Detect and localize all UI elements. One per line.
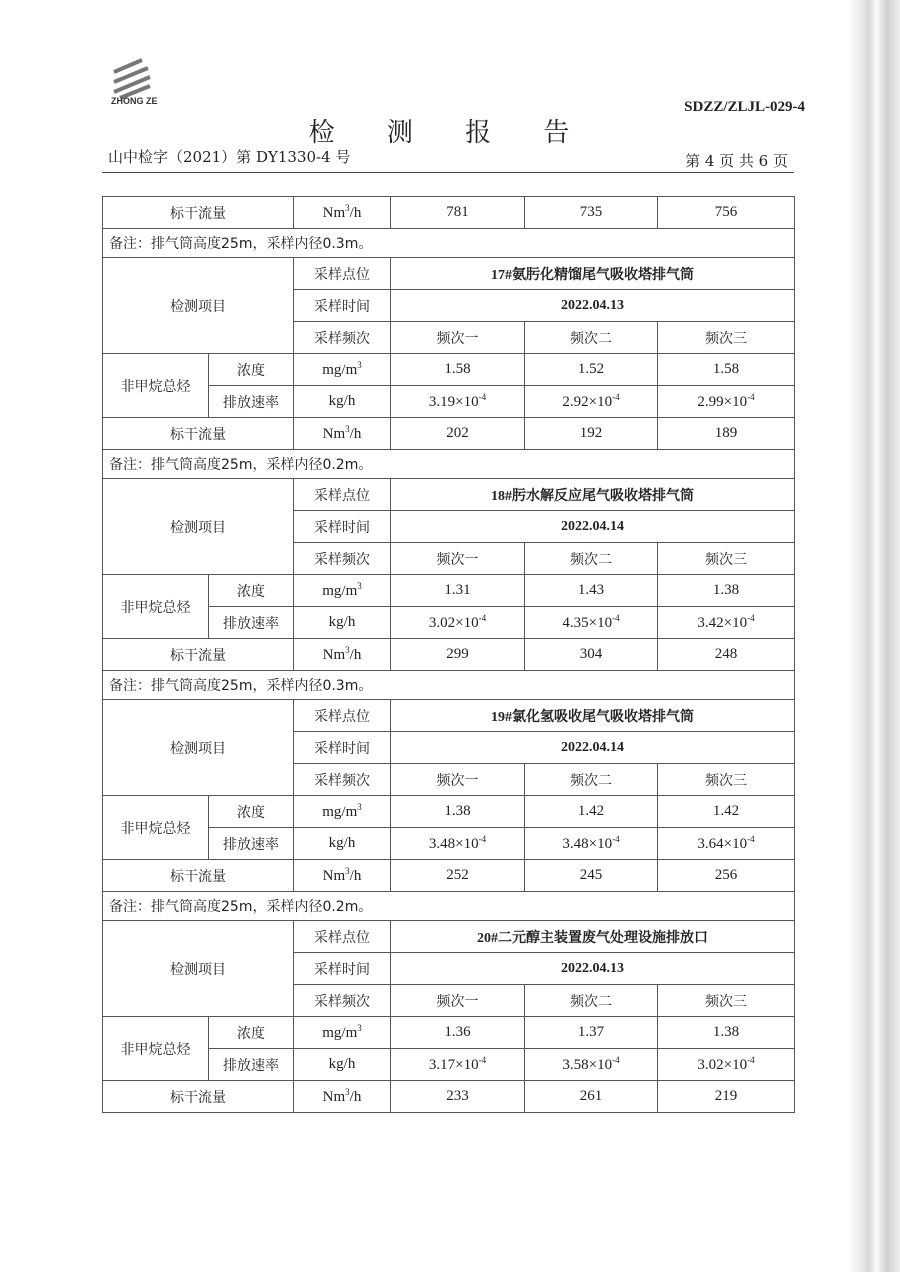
time-label: 采样时间 bbox=[294, 511, 391, 543]
rate-unit: kg/h bbox=[294, 386, 391, 418]
flow-value: 219 bbox=[658, 1081, 795, 1113]
freq-label: 采样频次 bbox=[294, 322, 391, 354]
rate-value: $3.02\times 10^{-4}$ bbox=[658, 1049, 795, 1081]
rate-value: $3.02\times 10^{-4}$ bbox=[391, 607, 525, 639]
freq-header: 频次一 bbox=[391, 322, 525, 354]
table-row bbox=[103, 258, 795, 290]
rate-value: $3.48\times 10^{-4}$ bbox=[391, 828, 525, 860]
table-row bbox=[103, 1081, 795, 1113]
rate-label: 排放速率 bbox=[209, 607, 294, 639]
item-label: 检测项目 bbox=[103, 258, 294, 354]
rate-value: $3.19\times 10^{-4}$ bbox=[391, 386, 525, 418]
freq-header: 频次三 bbox=[658, 322, 795, 354]
conc-value: 1.43 bbox=[525, 575, 658, 607]
table-row bbox=[103, 1017, 795, 1049]
freq-header: 频次三 bbox=[658, 985, 795, 1017]
freq-header: 频次二 bbox=[525, 985, 658, 1017]
site-label: 采样点位 bbox=[294, 921, 391, 953]
rate-label: 排放速率 bbox=[209, 1049, 294, 1081]
table-row bbox=[103, 197, 795, 229]
flow-value: 245 bbox=[525, 860, 658, 892]
table-row bbox=[103, 700, 795, 732]
logo-text: ZHONG ZE bbox=[111, 96, 158, 106]
freq-label: 采样频次 bbox=[294, 985, 391, 1017]
flow-label: 标干流量 bbox=[103, 197, 294, 229]
note: 备注：排气筒高度25m，采样内径0.2m。 bbox=[103, 892, 795, 921]
rate-value: $3.17\times 10^{-4}$ bbox=[391, 1049, 525, 1081]
flow-unit: Nm$^3$/h bbox=[294, 1081, 391, 1113]
report-number: 山中检字（2021）第 DY1330-4 号 bbox=[108, 148, 351, 166]
rate-value: $3.42\times 10^{-4}$ bbox=[658, 607, 795, 639]
rate-value: $2.92\times 10^{-4}$ bbox=[525, 386, 658, 418]
flow-label: 标干流量 bbox=[103, 639, 294, 671]
note: 备注：排气筒高度25m，采样内径0.3m。 bbox=[103, 229, 795, 258]
conc-value: 1.42 bbox=[525, 796, 658, 828]
conc-unit: $mg/m^3$ bbox=[294, 1017, 391, 1049]
conc-unit: $mg/m^3$ bbox=[294, 575, 391, 607]
rate-value: $3.58\times 10^{-4}$ bbox=[525, 1049, 658, 1081]
rate-value: $3.64\times 10^{-4}$ bbox=[658, 828, 795, 860]
conc-value: 1.58 bbox=[391, 354, 525, 386]
pollutant-label: 非甲烷总烃 bbox=[103, 1017, 209, 1081]
site-value: 18#肟水解反应尾气吸收塔排气筒 bbox=[391, 479, 795, 511]
time-label: 采样时间 bbox=[294, 732, 391, 764]
rate-unit: kg/h bbox=[294, 1049, 391, 1081]
flow-value: 248 bbox=[658, 639, 795, 671]
site-value: 19#氯化氢吸收尾气吸收塔排气筒 bbox=[391, 700, 795, 732]
flow-value: 304 bbox=[525, 639, 658, 671]
pollutant-label: 非甲烷总烃 bbox=[103, 354, 209, 418]
table-row bbox=[103, 575, 795, 607]
flow-value: 299 bbox=[391, 639, 525, 671]
freq-header: 频次二 bbox=[525, 764, 658, 796]
rate-unit: kg/h bbox=[294, 828, 391, 860]
rate-value: $4.35\times 10^{-4}$ bbox=[525, 607, 658, 639]
freq-header: 频次三 bbox=[658, 764, 795, 796]
freq-header: 频次一 bbox=[391, 543, 525, 575]
conc-value: 1.42 bbox=[658, 796, 795, 828]
rate-label: 排放速率 bbox=[209, 386, 294, 418]
table-row bbox=[103, 892, 795, 921]
table-row bbox=[103, 354, 795, 386]
item-label: 检测项目 bbox=[103, 479, 294, 575]
pollutant-label: 非甲烷总烃 bbox=[103, 575, 209, 639]
site-label: 采样点位 bbox=[294, 479, 391, 511]
flow-label: 标干流量 bbox=[103, 418, 294, 450]
flow-value: 256 bbox=[658, 860, 795, 892]
time-label: 采样时间 bbox=[294, 953, 391, 985]
note: 备注：排气筒高度25m，采样内径0.3m。 bbox=[103, 671, 795, 700]
flow-value: 252 bbox=[391, 860, 525, 892]
conc-value: 1.37 bbox=[525, 1017, 658, 1049]
conc-value: 1.38 bbox=[658, 575, 795, 607]
conc-value: 1.36 bbox=[391, 1017, 525, 1049]
flow-unit: Nm$^3$/h bbox=[294, 639, 391, 671]
page-title: 检 测 报 告 bbox=[308, 118, 592, 148]
table-row bbox=[103, 479, 795, 511]
freq-header: 频次一 bbox=[391, 764, 525, 796]
note: 备注：排气筒高度25m，采样内径0.2m。 bbox=[103, 450, 795, 479]
freq-header: 频次一 bbox=[391, 985, 525, 1017]
rate-value: $3.48\times 10^{-4}$ bbox=[525, 828, 658, 860]
table-row bbox=[103, 450, 795, 479]
table-row bbox=[103, 860, 795, 892]
item-label: 检测项目 bbox=[103, 921, 294, 1017]
conc-unit: $mg/m^3$ bbox=[294, 354, 391, 386]
freq-label: 采样频次 bbox=[294, 543, 391, 575]
conc-value: 1.58 bbox=[658, 354, 795, 386]
flow-label: 标干流量 bbox=[103, 1081, 294, 1113]
freq-header: 频次二 bbox=[525, 322, 658, 354]
conc-unit: $mg/m^3$ bbox=[294, 796, 391, 828]
conc-label: 浓度 bbox=[209, 575, 294, 607]
page-info: 第 4 页 共 6 页 bbox=[685, 152, 788, 170]
flow-value: 192 bbox=[525, 418, 658, 450]
time-label: 采样时间 bbox=[294, 290, 391, 322]
conc-value: 1.31 bbox=[391, 575, 525, 607]
site-value: 20#二元醇主装置废气处理设施排放口 bbox=[391, 921, 795, 953]
rate-value: $2.99\times 10^{-4}$ bbox=[658, 386, 795, 418]
flow-unit: Nm$^3$/h bbox=[294, 418, 391, 450]
flow-value: 261 bbox=[525, 1081, 658, 1113]
results-table bbox=[102, 196, 795, 1113]
table-row bbox=[103, 796, 795, 828]
flow-value: 756 bbox=[658, 197, 795, 229]
item-label: 检测项目 bbox=[103, 700, 294, 796]
site-label: 采样点位 bbox=[294, 258, 391, 290]
site-value: 17#氨肟化精馏尾气吸收塔排气筒 bbox=[391, 258, 795, 290]
flow-label: 标干流量 bbox=[103, 860, 294, 892]
conc-label: 浓度 bbox=[209, 1017, 294, 1049]
date-value: 2022.04.13 bbox=[391, 953, 795, 985]
flow-unit: Nm$^3$/h bbox=[294, 197, 391, 229]
table-row bbox=[103, 639, 795, 671]
flow-value: 781 bbox=[391, 197, 525, 229]
document-code: SDZZ/ZLJL-029-4 bbox=[684, 99, 805, 115]
flow-value: 202 bbox=[391, 418, 525, 450]
table-row bbox=[103, 921, 795, 953]
flow-value: 233 bbox=[391, 1081, 525, 1113]
date-value: 2022.04.14 bbox=[391, 511, 795, 543]
flow-value: 189 bbox=[658, 418, 795, 450]
header-divider bbox=[102, 172, 794, 173]
flow-value: 735 bbox=[525, 197, 658, 229]
rate-label: 排放速率 bbox=[209, 828, 294, 860]
rate-unit: kg/h bbox=[294, 607, 391, 639]
date-value: 2022.04.14 bbox=[391, 732, 795, 764]
freq-header: 频次二 bbox=[525, 543, 658, 575]
site-label: 采样点位 bbox=[294, 700, 391, 732]
conc-label: 浓度 bbox=[209, 796, 294, 828]
scan-edge-shadow bbox=[848, 0, 900, 1272]
freq-label: 采样频次 bbox=[294, 764, 391, 796]
date-value: 2022.04.13 bbox=[391, 290, 795, 322]
conc-label: 浓度 bbox=[209, 354, 294, 386]
table-row bbox=[103, 229, 795, 258]
freq-header: 频次三 bbox=[658, 543, 795, 575]
table-row bbox=[103, 671, 795, 700]
conc-value: 1.38 bbox=[658, 1017, 795, 1049]
flow-unit: Nm$^3$/h bbox=[294, 860, 391, 892]
conc-value: 1.52 bbox=[525, 354, 658, 386]
pollutant-label: 非甲烷总烃 bbox=[103, 796, 209, 860]
table-row bbox=[103, 418, 795, 450]
conc-value: 1.38 bbox=[391, 796, 525, 828]
